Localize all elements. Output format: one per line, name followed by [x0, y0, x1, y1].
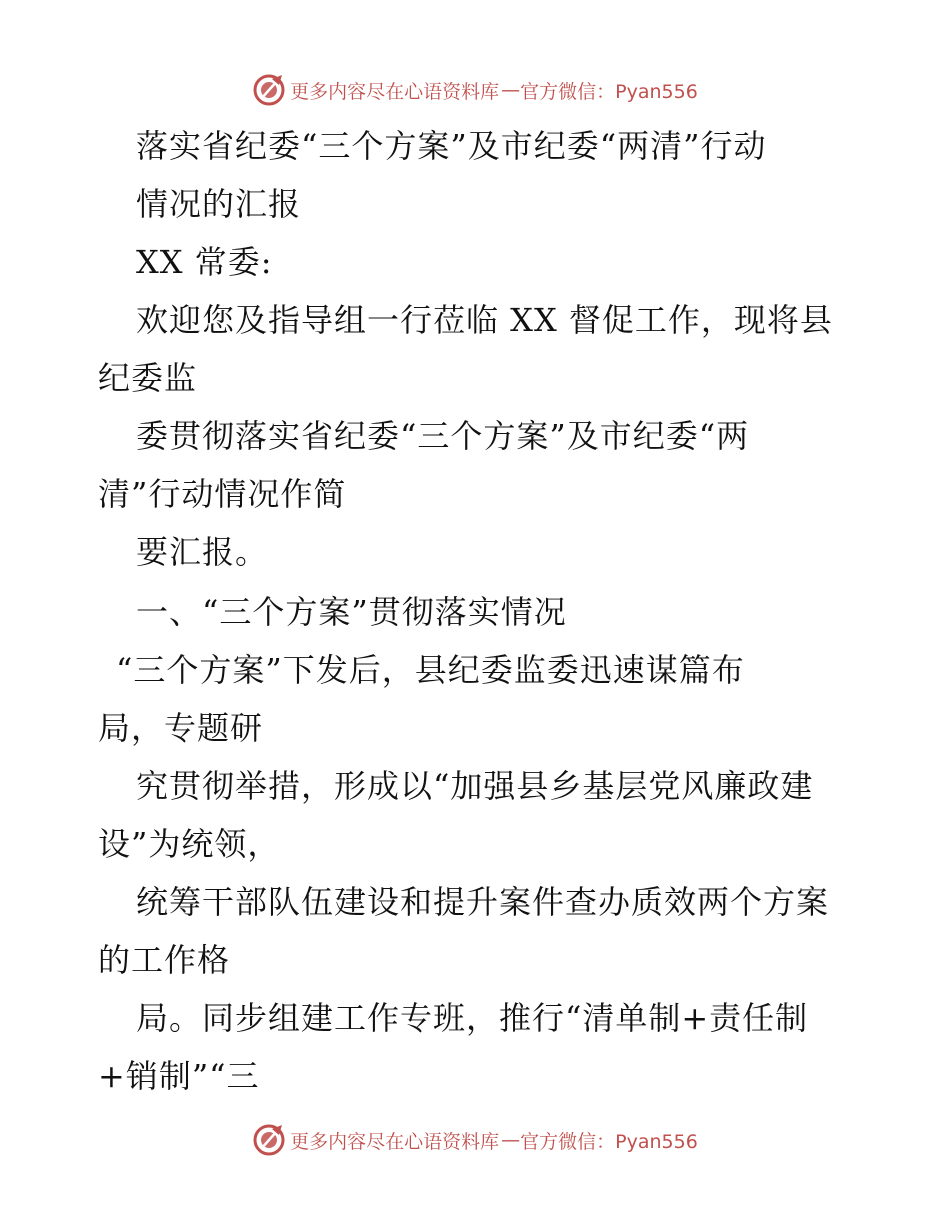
body-line: 设”为统领， [98, 825, 281, 863]
body-line: 欢迎您及指导组一行莅临 XX 督促工作，现将县 [136, 301, 833, 339]
body-line: 局，专题研 [98, 709, 264, 747]
footer-banner-main: 更多内容尽在心语资料库 [290, 1130, 500, 1153]
document-title-line-2: 情况的汇报 [136, 185, 302, 223]
footer-banner-wechat: 官方微信：Pyan556 [520, 1130, 698, 1153]
body-line: 究贯彻举措，形成以“加强县乡基层党风廉政建 [136, 767, 814, 805]
body-line: +销制”“三 [98, 1057, 260, 1095]
body-line: 要汇报。 [136, 533, 269, 571]
header-banner-wechat: 官方微信：Pyan556 [520, 80, 698, 103]
section-heading-line: 一、“三个方案”贯彻落实情况 [136, 593, 567, 631]
body-line: 清”行动情况作简 [98, 475, 347, 513]
body-line: 局。同步组建工作专班，推行“清单制+责任制 [136, 999, 809, 1037]
body-line: 委贯彻落实省纪委“三个方案”及市纪委“两 [136, 417, 750, 455]
body-line: 的工作格 [98, 941, 231, 979]
seal-logo-icon [252, 1123, 286, 1157]
body-line: 统筹干部队伍建设和提升案件查办质效两个方案 [136, 883, 830, 921]
footer-banner-separator: — [501, 1129, 519, 1151]
document-title-line-1: 落实省纪委“三个方案”及市纪委“两清”行动 [136, 127, 767, 165]
header-banner-main: 更多内容尽在心语资料库 [290, 80, 500, 103]
body-line: “三个方案”下发后，县纪委监委迅速谋篇布 [116, 651, 745, 689]
footer-watermark-banner [0, 1120, 950, 1160]
header-banner-separator: — [501, 79, 519, 101]
body-line: 纪委监 [98, 359, 198, 397]
salutation-line: XX 常委: [136, 243, 273, 281]
